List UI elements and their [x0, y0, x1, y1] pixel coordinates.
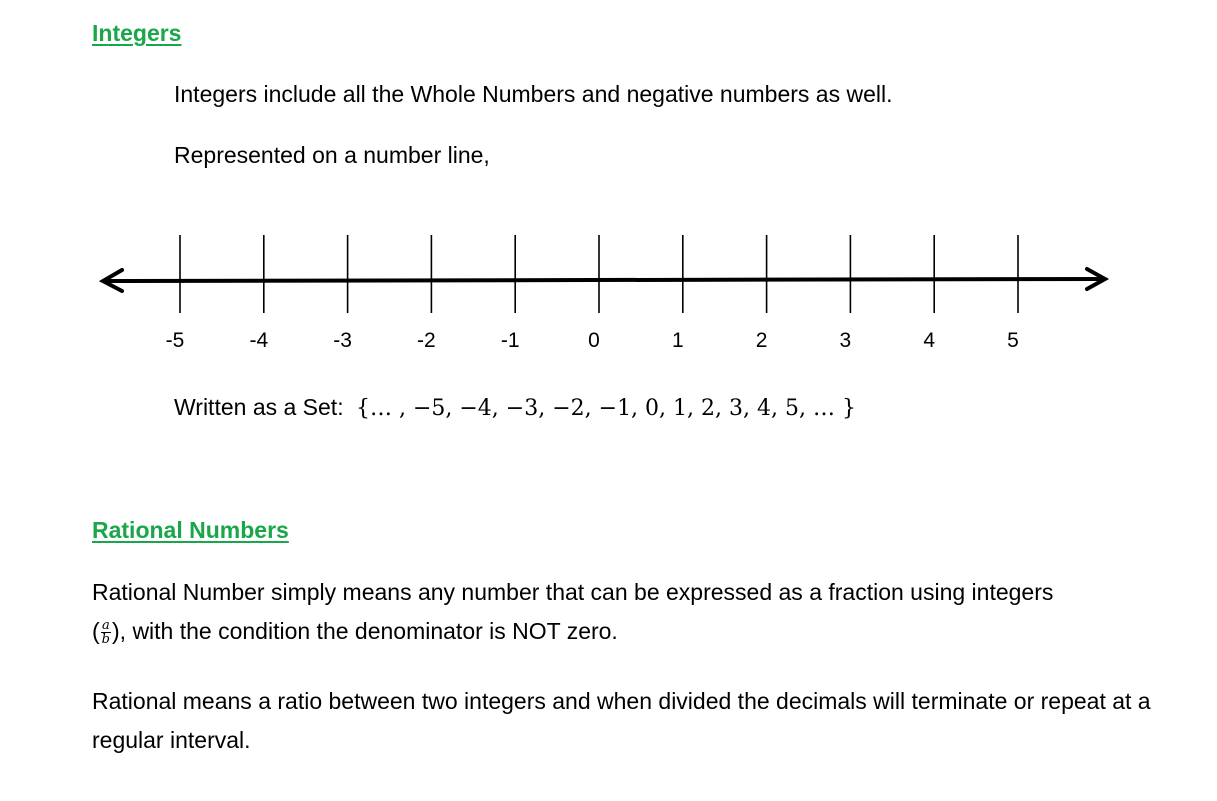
fraction-numerator: a	[101, 618, 110, 634]
number-line-ticks	[180, 235, 1018, 313]
tick-label-2: 2	[755, 329, 768, 352]
number-line	[0, 225, 1217, 365]
integers-heading: Integers	[92, 20, 182, 46]
rational-numbers-heading: Rational Numbers	[92, 517, 289, 543]
tick-label-4: 4	[923, 329, 936, 352]
fraction-denominator: b	[101, 632, 110, 648]
rational-definition-paragraph	[92, 573, 1152, 651]
tick-label--3: -3	[333, 329, 352, 352]
tick-label-5: 5	[1007, 329, 1019, 352]
rational-definition-line1: Rational Number simply means any number that can be expressed as a fraction using integers	[92, 579, 1054, 605]
rational-ratio-paragraph: Rational means a ratio between two integers and when divided the decimals will terminate or repeat at a regular interval.	[92, 688, 1151, 753]
tick-label-1: 1	[671, 329, 684, 352]
set-label: Written as a Set:	[174, 394, 344, 420]
frac-open-paren: (	[92, 618, 100, 644]
tick-label--5: -5	[165, 329, 185, 352]
integer-set-expression: {… , −5, −4, −3, −2, −1, 0, 1, 2, 3, 4, 5, … }	[355, 396, 856, 421]
tick-label--4: -4	[249, 329, 269, 352]
tick-label--2: -2	[417, 329, 436, 352]
number-line-tick-labels	[166, 329, 1019, 352]
integers-definition: Integers include all the Whole Numbers and negative numbers as well.	[174, 81, 893, 107]
tick-label-3: 3	[839, 329, 852, 352]
tick-label--1: -1	[500, 329, 520, 352]
number-line-intro: Represented on a number line,	[174, 142, 490, 168]
rational-definition-line2: ), with the condition the denominator is NOT zero.	[112, 618, 618, 644]
fraction-a-over-b	[101, 619, 111, 646]
tick-label-0: 0	[588, 329, 600, 352]
set-notation	[174, 394, 856, 421]
number-line-axis	[104, 279, 1104, 281]
